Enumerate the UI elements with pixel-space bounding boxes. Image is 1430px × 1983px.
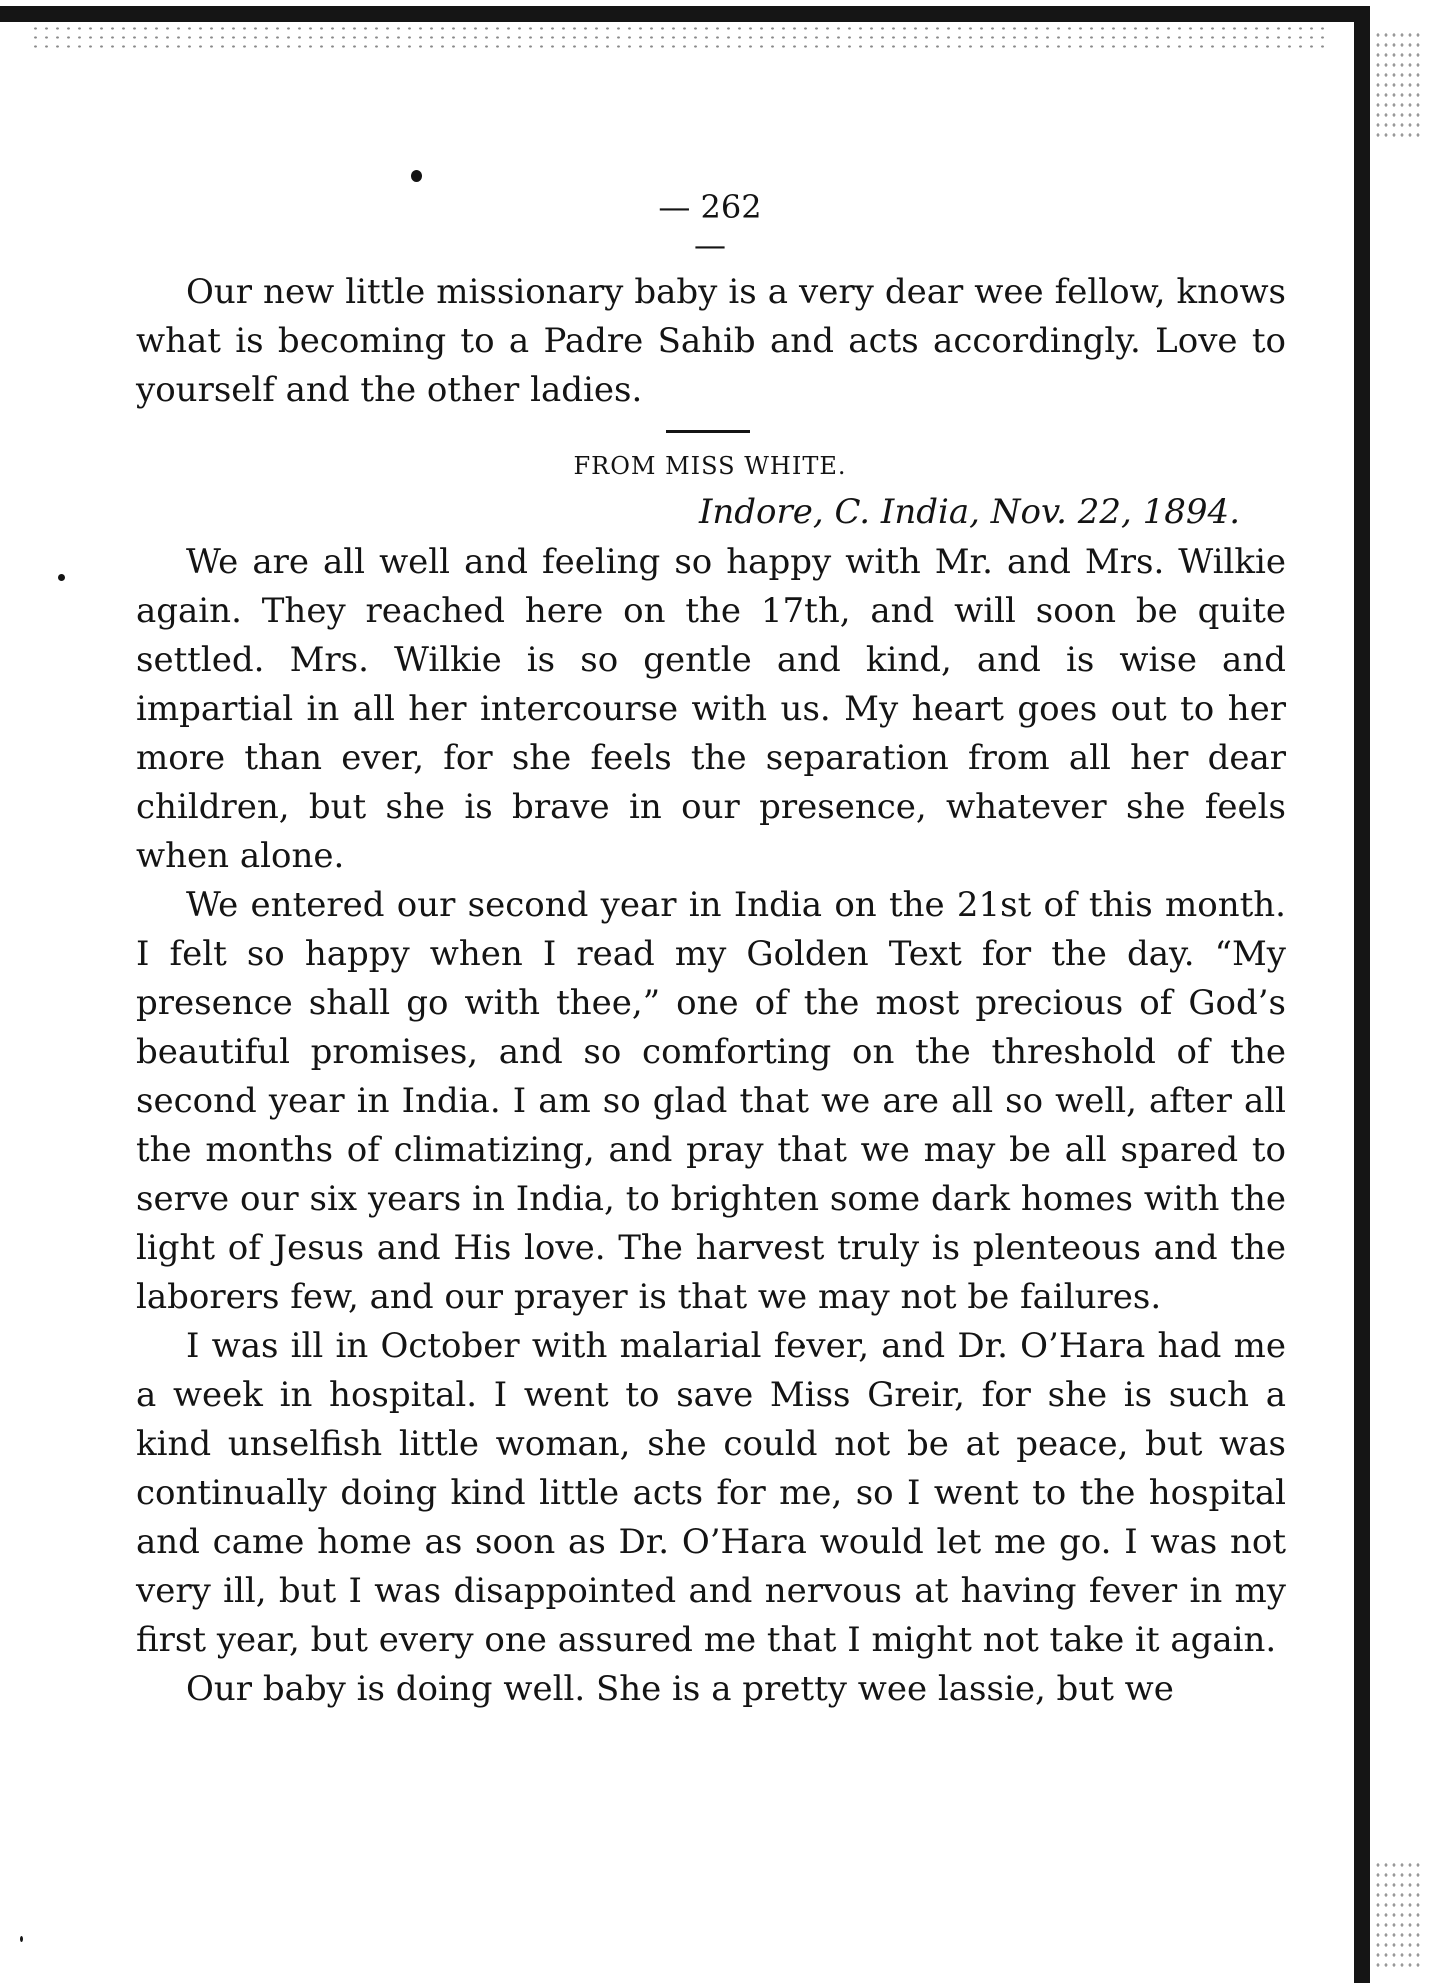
- paragraph: We are all well and feeling so happy with Mr. and Mrs. Wilkie again. They reached here on the 17th, and will soon be quite settled. Mrs. Wilkie is so gentle and kind, and is wise and impartial in all her intercourse with us. My heart goes out to her more than ever, for she feels the separation from all her dear children, but she is brave in our presence, whatever she feels when alone.: [136, 542, 1286, 876]
- section-divider: [666, 430, 750, 433]
- ink-speck: [411, 170, 422, 182]
- letter-heading: FROM MISS WHITE.: [573, 452, 847, 480]
- scan-top-border: [0, 6, 1370, 22]
- letter-body: [136, 538, 1286, 1714]
- scan-right-noise-top: [1374, 30, 1420, 140]
- paragraph: We entered our second year in India on the 21st of this month. I felt so happy when I read my Golden Text for the day. “My presence shall go with thee,” one of the most precious of God’s beautiful promises, and so comforting on the threshold of the second year in India. I am so glad that we are all so well, after all the months of climatizing, and pray that we may be all spared to serve our six years in India, to brighten some dark homes with the light of Jesus and His love. The harvest truly is plenteous and the laborers few, and our prayer is that we may not be failures.: [136, 885, 1286, 1317]
- paragraph: I was ill in October with malarial fever, and Dr. O’Hara had me a week in hospital. I went to save Miss Greir, for she is such a kind unselfish little woman, she could not be at peace, but was continually doing kind little acts for me, so I went to the hospital and came home as soon as Dr. O’Hara would let me go. I was not very ill, but I was disappointed and nervous at having fever in my first year, but every one assured me that I might not take it again.: [136, 1326, 1286, 1660]
- scan-top-noise: [30, 24, 1330, 54]
- scan-right-noise-bottom: [1374, 1860, 1420, 1970]
- continuation-text: [136, 268, 1286, 415]
- ink-speck: [58, 574, 65, 581]
- paragraph: Our new little missionary baby is a very dear wee fellow, knows what is becoming to a Padre Sahib and acts accordingly. Love to yourself and the other ladies.: [136, 272, 1286, 410]
- scan-right-border: [1354, 6, 1370, 1983]
- page-number: — 262 —: [658, 188, 762, 264]
- letter-dateline: Indore, C. India, Nov. 22, 1894.: [698, 492, 1240, 532]
- paragraph: Our baby is doing well. She is a pretty wee lassie, but we: [186, 1669, 1174, 1709]
- ink-speck: [20, 1936, 23, 1942]
